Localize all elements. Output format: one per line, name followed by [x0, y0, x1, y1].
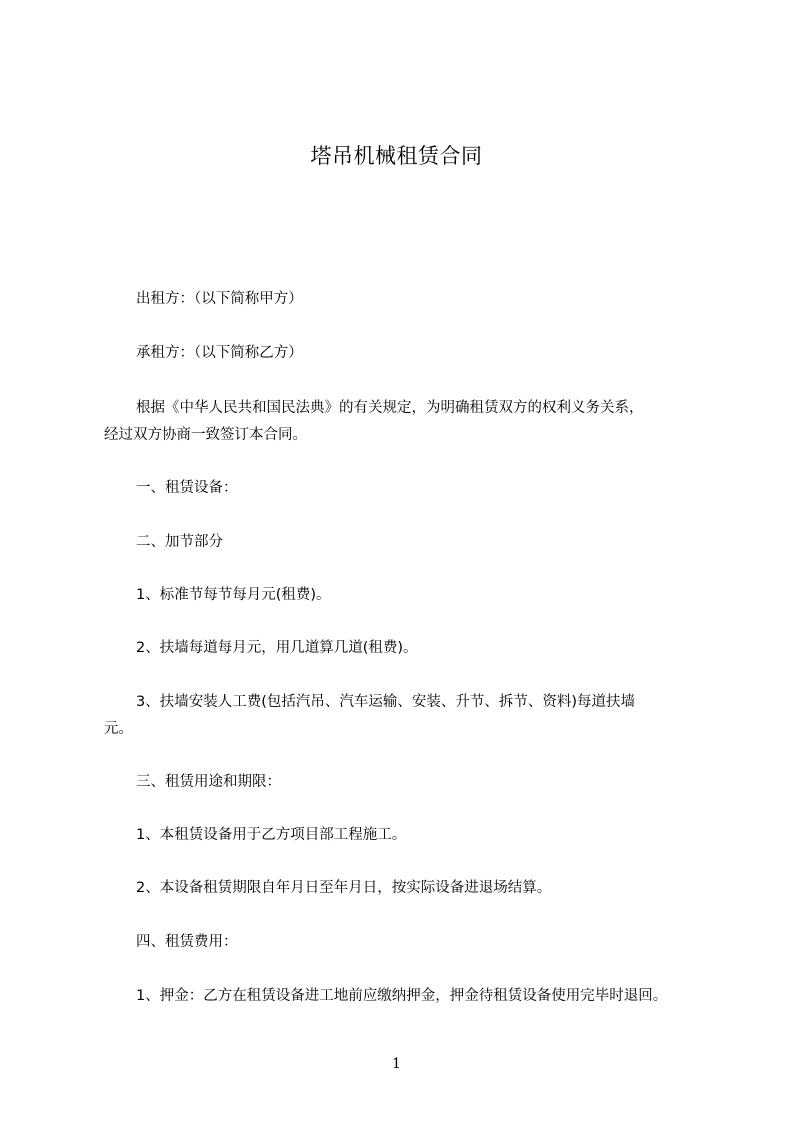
section-heading-1: 一、租赁设备：	[136, 480, 238, 496]
preamble-line-1: 根据《中华人民共和国民法典》的有关规定，为明确租赁双方的权利义务关系，	[136, 400, 644, 416]
clause-2-3-line-2: 元。	[104, 721, 133, 737]
section-heading-3: 三、租赁用途和期限：	[136, 774, 281, 790]
section-heading-4: 四、租赁费用：	[136, 934, 238, 950]
clause-4-1: 1、押金：乙方在租赁设备进工地前应缴纳押金，押金待租赁设备使用完毕时退回。	[136, 988, 668, 1004]
lessor-line: 出租方：（以下简称甲方）	[136, 291, 303, 307]
document-title: 塔吊机械租赁合同	[310, 144, 483, 168]
lessee-line: 承租方：（以下简称乙方）	[136, 345, 303, 361]
clause-2-1: 1、标准节每节每月元(租费)。	[136, 587, 331, 603]
clause-2-2: 2、扶墙每道每月元，用几道算几道(租费)。	[136, 640, 418, 656]
clause-2-3-line-1: 3、扶墙安装人工费(包括汽吊、汽车运输、安装、升节、拆节、资料)每道扶墙	[136, 694, 636, 710]
clause-3-2: 2、本设备租赁期限自年月日至年月日，按实际设备进退场结算。	[136, 880, 552, 896]
page-number: 1	[392, 1056, 401, 1072]
section-heading-2: 二、加节部分	[136, 534, 223, 550]
clause-3-1: 1、本租赁设备用于乙方项目部工程施工。	[136, 827, 407, 843]
preamble-line-2: 经过双方协商一致签订本合同。	[104, 427, 307, 443]
